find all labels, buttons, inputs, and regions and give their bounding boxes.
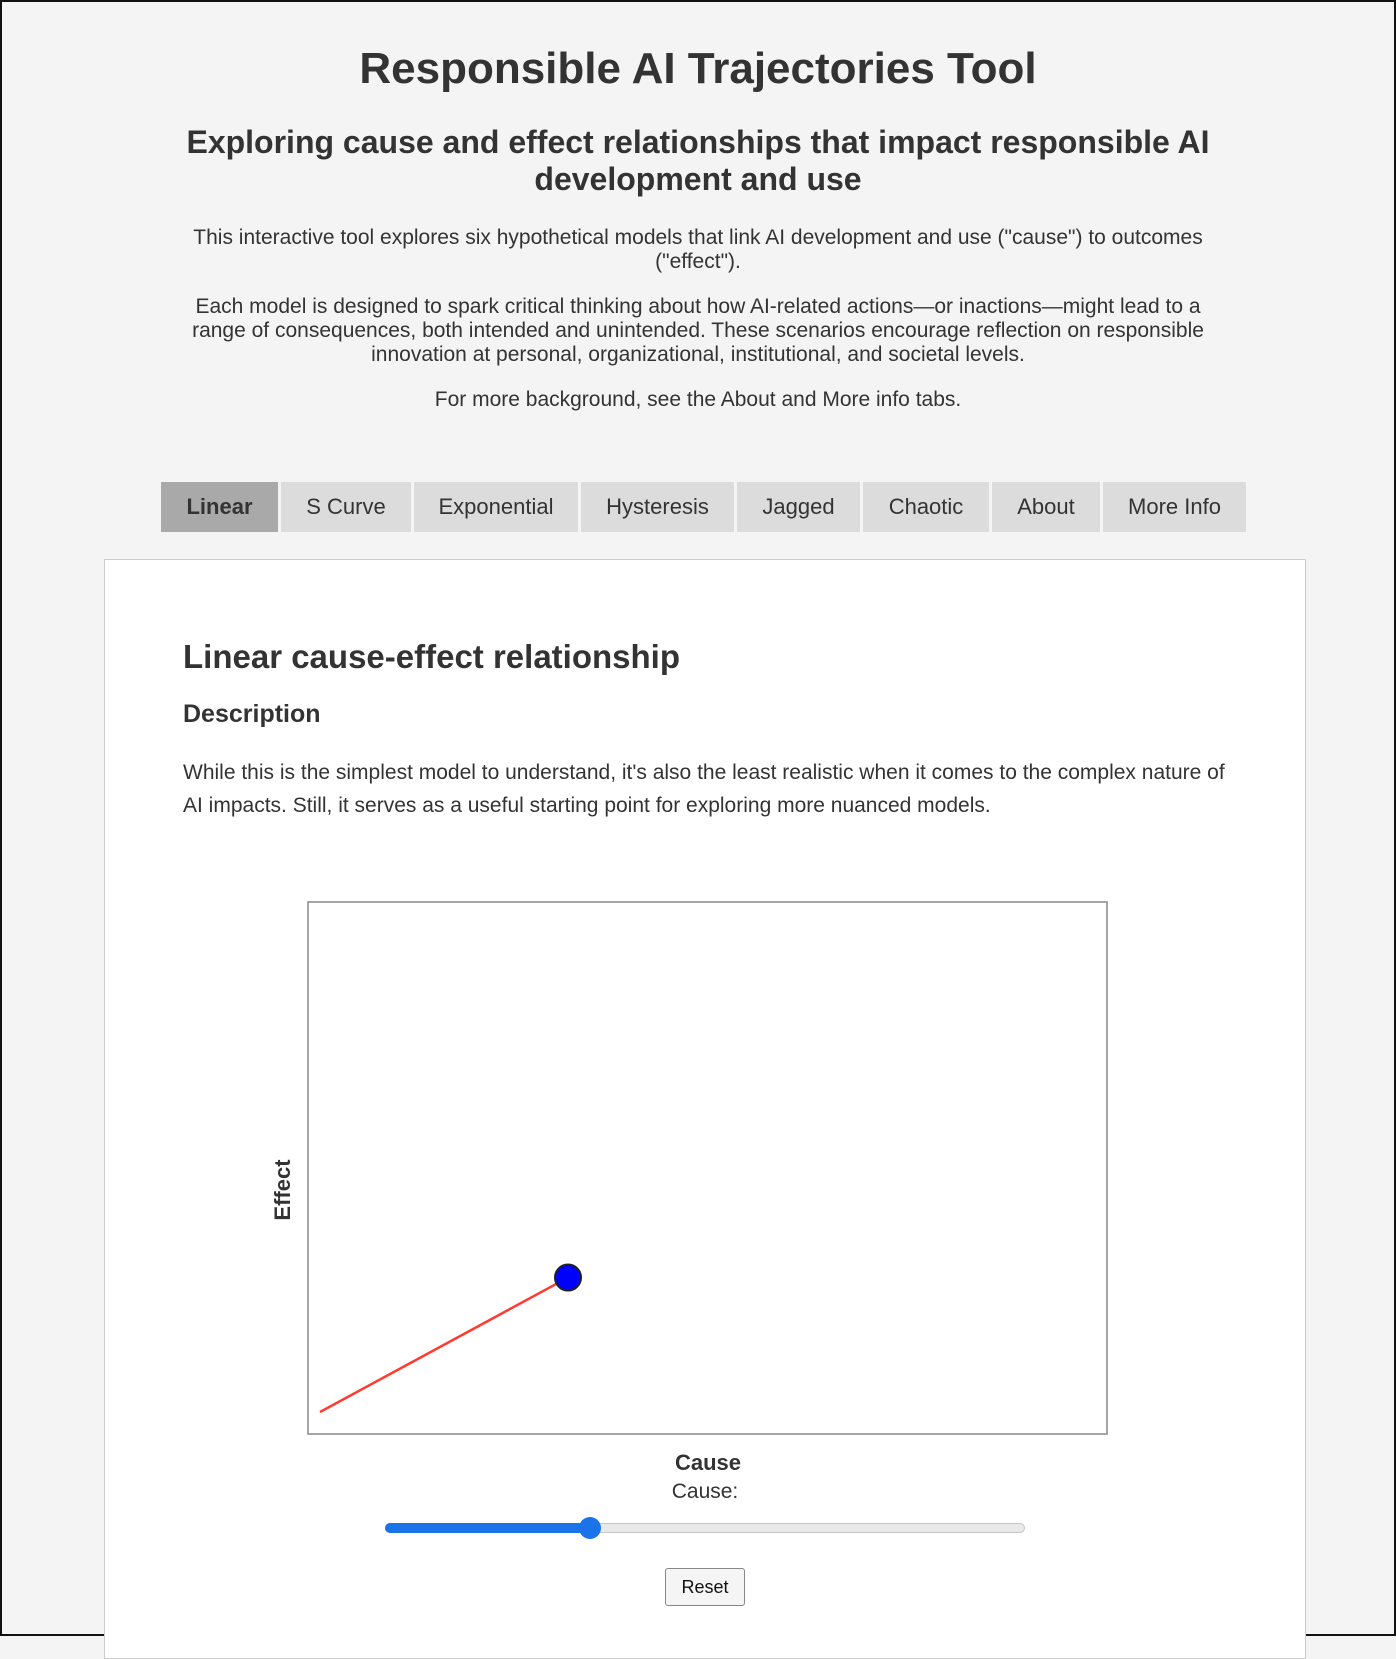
intro-paragraph-1: This interactive tool explores six hypothetical models that link AI development and use ("cause") to outcomes ("effect").	[193, 226, 1203, 273]
cause-slider-label: Cause:	[671, 1480, 739, 1503]
tab-linear[interactable]: Linear	[161, 482, 278, 532]
page-subtitle: Exploring cause and effect relationships that impact responsible AI development and use	[186, 124, 1210, 197]
slider-thumb[interactable]	[579, 1517, 601, 1539]
tab-jagged[interactable]: Jagged	[737, 482, 860, 532]
panel-title: Linear cause-effect relationship	[183, 638, 680, 675]
intro-paragraph-3: For more background, see the About and More info tabs.	[434, 388, 962, 411]
x-axis-label: Cause	[674, 1450, 742, 1475]
page-title: Responsible AI Trajectories Tool	[359, 44, 1037, 93]
description-heading: Description	[183, 700, 321, 728]
y-axis-label: Effect	[270, 1159, 295, 1221]
tab-exponential[interactable]: Exponential	[414, 482, 578, 532]
chart-svg	[260, 900, 1120, 1480]
model-panel	[104, 559, 1306, 1659]
slider-fill	[385, 1523, 590, 1533]
reset-button[interactable]: Reset	[665, 1568, 745, 1606]
tab-more-info[interactable]: More Info	[1103, 482, 1246, 532]
chart	[260, 900, 1120, 1480]
cause-slider[interactable]	[385, 1516, 1025, 1536]
intro-paragraph-2: Each model is designed to spark critical thinking about how AI-related actions—or inactions—might lead to a range of consequences, both intended and unintended. These scenarios encourage reflection on responsible innovation at personal, organizational, institutional, and societal levels.	[192, 295, 1204, 366]
tab-s-curve[interactable]: S Curve	[281, 482, 411, 532]
model-tabs	[161, 482, 1246, 532]
current-point-marker[interactable]	[555, 1265, 581, 1291]
tab-about[interactable]: About	[992, 482, 1100, 532]
tab-chaotic[interactable]: Chaotic	[863, 482, 989, 532]
tab-hysteresis[interactable]: Hysteresis	[581, 482, 734, 532]
description-text: While this is the simplest model to understand, it's also the least realistic when it comes to the complex nature of AI impacts. Still, it serves as a useful starting point for exploring more nuanced models.	[183, 761, 1225, 817]
